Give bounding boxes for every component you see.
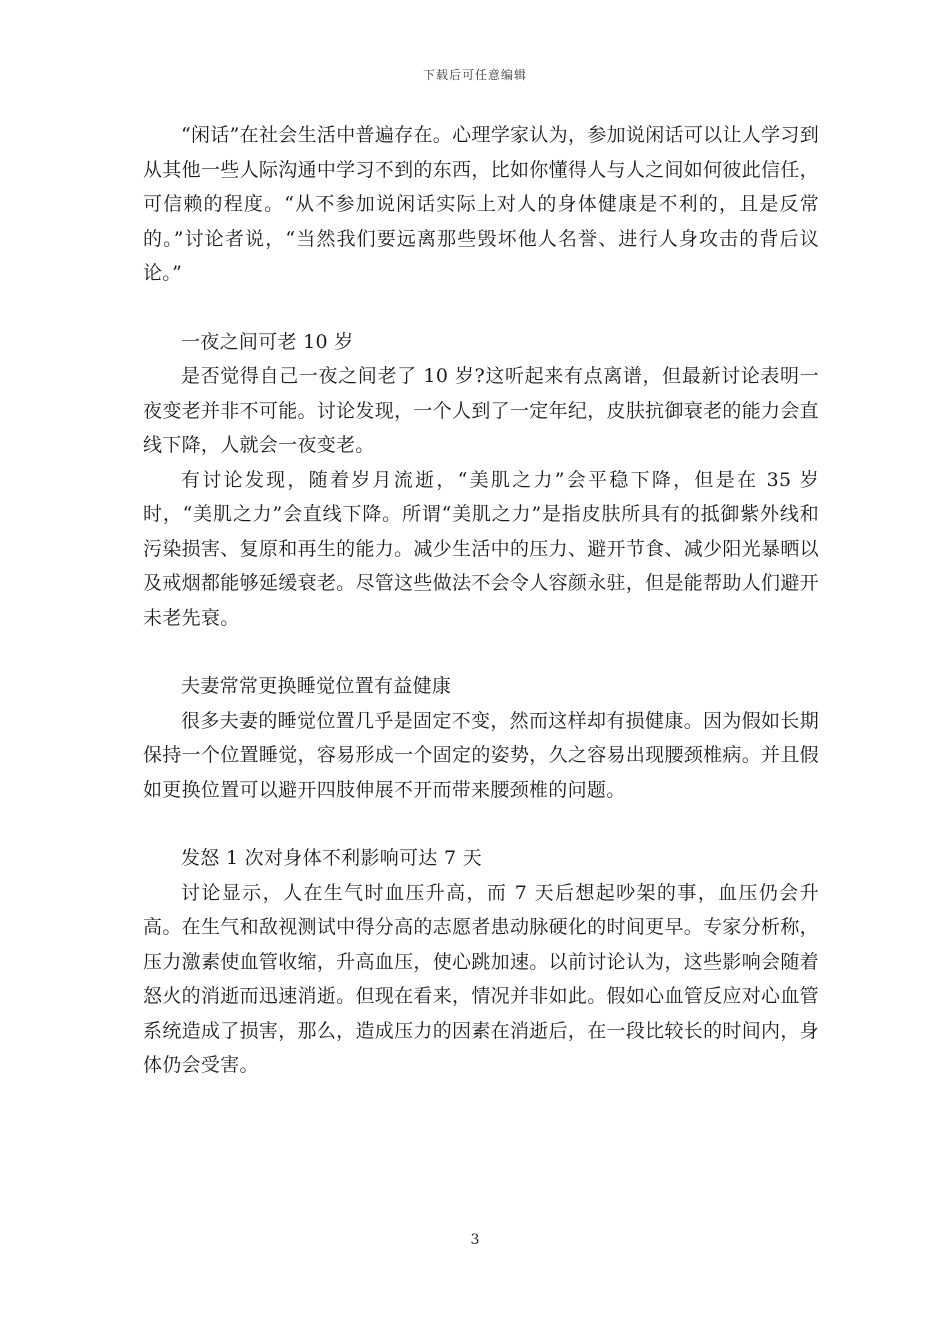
section-heading: 夫妻常常更换睡觉位置有益健康 [181,675,452,697]
spacer [143,807,819,841]
section-aging-overnight [143,325,819,636]
document-body [143,118,819,1083]
paragraph: 有讨论发现，随着岁月流逝，“美肌之力”会平稳下降，但是在 35 岁时，“美肌之力”会直线下降。所谓“美肌之力”是指皮肤所具有的抵御紫外线和污染损害、复原和再生的能力。减少生活中的压力、避开节食、减少阳光暴晒以及戒烟都能够延缓衰老。尽管这些做法不会令人容颜永驻，但是能帮助人们避开未老先衰。 [143,468,819,629]
spacer [143,291,819,325]
section-anger-effects [143,841,819,1083]
paragraph: “闲话”在社会生活中普遍存在。心理学家认为，参加说闲话可以让人学习到从其他一些人际沟通中学习不到的东西，比如你懂得人与人之间如何彼此信任，可信赖的程度。“从不参加说闲话实际上对人的身体健康是不利的，且是反常的。”讨论者说，“当然我们要远离那些毁坏他人名誉、进行人身攻击的背后议论。” [143,124,819,284]
spacer [143,635,819,669]
section-gossip [143,118,819,291]
section-heading: 一夜之间可老 10 岁 [181,330,354,353]
page-number: 3 [470,1232,480,1248]
header-note: 下载后可任意编辑 [422,68,527,82]
paragraph: 很多夫妻的睡觉位置几乎是固定不变，然而这样却有损健康。因为假如长期保持一个位置睡觉，容易形成一个固定的姿势，久之容易出现腰颈椎病。并且假如更换位置可以避开四肢伸展不开而带来腰颈椎的问题。 [143,709,819,801]
section-sleep-position [143,669,819,807]
paragraph: 是否觉得自己一夜之间老了 10 岁?这听起来有点离谱，但最新讨论表明一夜变老并非不可能。讨论发现，一个人到了一定年纪，皮肤抗御衰老的能力会直线下降，人就会一夜变老。 [143,365,819,456]
section-heading: 发怒 1 次对身体不利影响可达 7 天 [181,847,483,869]
paragraph: 讨论显示，人在生气时血压升高，而 7 天后想起吵架的事，血压仍会升高。在生气和敌视测试中得分高的志愿者患动脉硬化的时间更早。专家分析称，压力激素使血管收缩，升高血压，使心跳加速。以前讨论认为，这些影响会随着怒火的消逝而迅速消逝。但现在看来，情况并非如此。假如心血管反应对心血管系统造成了损害，那么，造成压力的因素在消逝后，在一段比较长的时间内，身体仍会受害。 [143,881,819,1076]
